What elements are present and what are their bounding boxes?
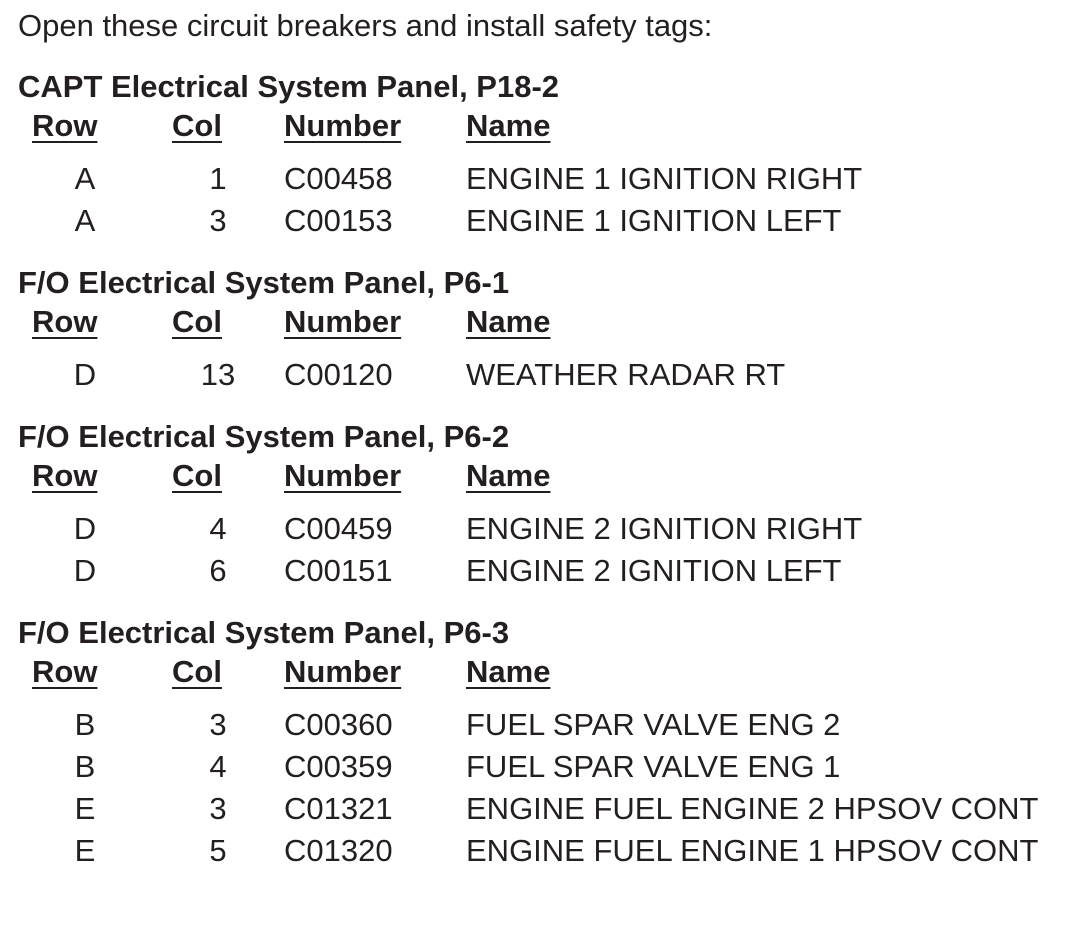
- column-header-row: Row: [32, 458, 98, 493]
- cell-number: C00359: [284, 749, 393, 784]
- cell-name: ENGINE 2 IGNITION RIGHT: [466, 511, 863, 546]
- table-row: [18, 698, 1038, 746]
- cell-number: C00120: [284, 357, 393, 392]
- table-row: [18, 746, 1038, 788]
- column-header-row: Row: [32, 304, 98, 339]
- table-row: [18, 200, 862, 242]
- breaker-table: [18, 302, 785, 396]
- column-header-number: Number: [284, 304, 402, 339]
- column-header-number: Number: [284, 458, 402, 493]
- column-header-name: Name: [466, 458, 551, 493]
- cell-row: E: [74, 833, 96, 868]
- column-header-number: Number: [284, 108, 402, 143]
- table-header-row: [18, 652, 1038, 698]
- cell-col: 4: [209, 511, 227, 546]
- circuit-breaker-panel: [18, 614, 1076, 872]
- panel-title: F/O Electrical System Panel, P6-2: [18, 419, 510, 454]
- table-row: [18, 152, 862, 200]
- cell-number: C01321: [284, 791, 393, 826]
- column-header-col: Col: [172, 458, 222, 493]
- cell-row: D: [73, 511, 97, 546]
- cell-name: FUEL SPAR VALVE ENG 1: [466, 749, 841, 784]
- breaker-table: [18, 456, 862, 592]
- table-header-row: [18, 302, 785, 348]
- cell-col: 4: [209, 749, 227, 784]
- cell-row: A: [74, 203, 96, 238]
- cell-col: 5: [209, 833, 227, 868]
- table-row: [18, 502, 862, 550]
- cell-col: 1: [209, 161, 227, 196]
- cell-name: ENGINE 1 IGNITION RIGHT: [466, 161, 863, 196]
- column-header-col: Col: [172, 304, 222, 339]
- table-row: [18, 550, 862, 592]
- table-row: [18, 348, 785, 396]
- cell-name: ENGINE 1 IGNITION LEFT: [466, 203, 842, 238]
- cell-row: E: [74, 791, 96, 826]
- cell-name: ENGINE 2 IGNITION LEFT: [466, 553, 842, 588]
- table-header-row: [18, 456, 862, 502]
- column-header-name: Name: [466, 654, 551, 689]
- column-header-row: Row: [32, 654, 98, 689]
- cell-col: 13: [200, 357, 236, 392]
- cell-col: 3: [209, 203, 227, 238]
- circuit-breaker-panel: [18, 68, 1076, 242]
- column-header-name: Name: [466, 304, 551, 339]
- cell-number: C00458: [284, 161, 393, 196]
- column-header-row: Row: [32, 108, 98, 143]
- cell-row: B: [74, 707, 96, 742]
- cell-name: FUEL SPAR VALVE ENG 2: [466, 707, 841, 742]
- cell-row: A: [74, 161, 96, 196]
- circuit-breaker-panel: [18, 418, 1076, 592]
- circuit-breaker-panel: [18, 264, 1076, 396]
- breaker-table: [18, 106, 862, 242]
- cell-row: D: [73, 553, 97, 588]
- panel-title: F/O Electrical System Panel, P6-3: [18, 615, 510, 650]
- panel-list: [18, 68, 1076, 872]
- cell-number: C00153: [284, 203, 393, 238]
- cell-col: 3: [209, 791, 227, 826]
- column-header-col: Col: [172, 654, 222, 689]
- cell-name: ENGINE FUEL ENGINE 2 HPSOV CONT: [466, 791, 1039, 826]
- column-header-col: Col: [172, 108, 222, 143]
- cell-number: C00459: [284, 511, 393, 546]
- intro-instruction: Open these circuit breakers and install safety tags:: [18, 8, 713, 43]
- column-header-number: Number: [284, 654, 402, 689]
- procedure-document: [18, 6, 1076, 872]
- column-header-name: Name: [466, 108, 551, 143]
- table-row: [18, 830, 1038, 872]
- table-header-row: [18, 106, 862, 152]
- table-row: [18, 788, 1038, 830]
- cell-name: ENGINE FUEL ENGINE 1 HPSOV CONT: [466, 833, 1039, 868]
- cell-number: C00151: [284, 553, 393, 588]
- cell-name: WEATHER RADAR RT: [466, 357, 786, 392]
- breaker-table: [18, 652, 1038, 872]
- panel-title: CAPT Electrical System Panel, P18-2: [18, 69, 560, 104]
- panel-title: F/O Electrical System Panel, P6-1: [18, 265, 510, 300]
- cell-number: C00360: [284, 707, 393, 742]
- cell-row: B: [74, 749, 96, 784]
- cell-col: 6: [209, 553, 227, 588]
- cell-row: D: [73, 357, 97, 392]
- cell-col: 3: [209, 707, 227, 742]
- cell-number: C01320: [284, 833, 393, 868]
